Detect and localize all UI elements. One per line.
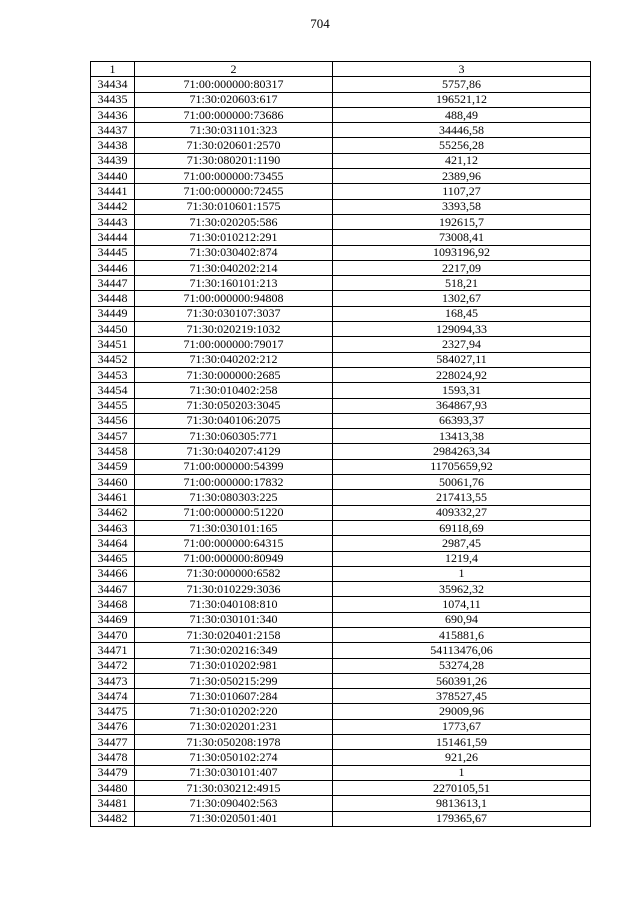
cadastral-number-cell: 71:30:060305:771 bbox=[135, 429, 333, 444]
table-row bbox=[91, 444, 591, 459]
cadastral-number-cell: 71:30:020201:231 bbox=[135, 719, 333, 734]
cadastral-number-cell: 71:30:080201:1190 bbox=[135, 153, 333, 168]
row-number-cell: 34443 bbox=[91, 214, 135, 229]
cadastral-number-cell: 71:30:020401:2158 bbox=[135, 627, 333, 642]
value-cell: 168,45 bbox=[333, 306, 591, 321]
value-cell: 921,26 bbox=[333, 750, 591, 765]
row-number-cell: 34460 bbox=[91, 475, 135, 490]
table-row bbox=[91, 811, 591, 826]
row-number-cell: 34437 bbox=[91, 123, 135, 138]
table-row bbox=[91, 796, 591, 811]
cadastral-number-cell: 71:30:030101:165 bbox=[135, 520, 333, 535]
table-row bbox=[91, 322, 591, 337]
value-cell: 29009,96 bbox=[333, 704, 591, 719]
row-number-cell: 34469 bbox=[91, 612, 135, 627]
row-number-cell: 34475 bbox=[91, 704, 135, 719]
table-row bbox=[91, 398, 591, 413]
table-row bbox=[91, 367, 591, 382]
row-number-cell: 34476 bbox=[91, 719, 135, 734]
row-number-cell: 34452 bbox=[91, 352, 135, 367]
table-row bbox=[91, 612, 591, 627]
table-row bbox=[91, 276, 591, 291]
value-cell: 1093196,92 bbox=[333, 245, 591, 260]
value-cell: 364867,93 bbox=[333, 398, 591, 413]
value-cell: 421,12 bbox=[333, 153, 591, 168]
row-number-cell: 34435 bbox=[91, 92, 135, 107]
cadastral-number-cell: 71:30:040202:214 bbox=[135, 260, 333, 275]
value-cell: 54113476,06 bbox=[333, 643, 591, 658]
table-header-row bbox=[91, 62, 591, 77]
cadastral-number-cell: 71:30:020216:349 bbox=[135, 643, 333, 658]
cadastral-number-cell: 71:00:000000:17832 bbox=[135, 475, 333, 490]
cadastral-number-cell: 71:30:050102:274 bbox=[135, 750, 333, 765]
value-cell: 129094,33 bbox=[333, 322, 591, 337]
value-cell: 69118,69 bbox=[333, 520, 591, 535]
cadastral-number-cell: 71:30:020219:1032 bbox=[135, 322, 333, 337]
value-cell: 415881,6 bbox=[333, 627, 591, 642]
row-number-cell: 34459 bbox=[91, 459, 135, 474]
row-number-cell: 34441 bbox=[91, 184, 135, 199]
table-row bbox=[91, 138, 591, 153]
cadastral-number-cell: 71:30:000000:6582 bbox=[135, 566, 333, 581]
value-cell: 1 bbox=[333, 566, 591, 581]
row-number-cell: 34479 bbox=[91, 765, 135, 780]
table-row bbox=[91, 184, 591, 199]
value-cell: 1593,31 bbox=[333, 383, 591, 398]
cadastral-number-cell: 71:30:010202:981 bbox=[135, 658, 333, 673]
cadastral-number-cell: 71:30:010202:220 bbox=[135, 704, 333, 719]
table-row bbox=[91, 260, 591, 275]
table-row bbox=[91, 505, 591, 520]
row-number-cell: 34464 bbox=[91, 536, 135, 551]
data-table bbox=[90, 61, 591, 827]
value-cell: 2984263,34 bbox=[333, 444, 591, 459]
row-number-cell: 34451 bbox=[91, 337, 135, 352]
row-number-cell: 34450 bbox=[91, 322, 135, 337]
value-cell: 488,49 bbox=[333, 107, 591, 122]
column-header-2: 2 bbox=[135, 62, 333, 77]
cadastral-number-cell: 71:30:040108:810 bbox=[135, 597, 333, 612]
cadastral-number-cell: 71:30:020601:2570 bbox=[135, 138, 333, 153]
table-row bbox=[91, 214, 591, 229]
value-cell: 217413,55 bbox=[333, 490, 591, 505]
cadastral-number-cell: 71:30:010229:3036 bbox=[135, 582, 333, 597]
table-row bbox=[91, 123, 591, 138]
row-number-cell: 34447 bbox=[91, 276, 135, 291]
row-number-cell: 34470 bbox=[91, 627, 135, 642]
value-cell: 11705659,92 bbox=[333, 459, 591, 474]
cadastral-number-cell: 71:30:020501:401 bbox=[135, 811, 333, 826]
value-cell: 34446,58 bbox=[333, 123, 591, 138]
row-number-cell: 34465 bbox=[91, 551, 135, 566]
row-number-cell: 34480 bbox=[91, 780, 135, 795]
table-row bbox=[91, 689, 591, 704]
table-row bbox=[91, 597, 591, 612]
value-cell: 1074,11 bbox=[333, 597, 591, 612]
table-row bbox=[91, 429, 591, 444]
table-row bbox=[91, 520, 591, 535]
column-header-1: 1 bbox=[91, 62, 135, 77]
table-row bbox=[91, 475, 591, 490]
table-row bbox=[91, 337, 591, 352]
cadastral-number-cell: 71:30:030107:3037 bbox=[135, 306, 333, 321]
cadastral-number-cell: 71:00:000000:94808 bbox=[135, 291, 333, 306]
cadastral-number-cell: 71:30:010607:284 bbox=[135, 689, 333, 704]
table-row bbox=[91, 490, 591, 505]
value-cell: 179365,67 bbox=[333, 811, 591, 826]
row-number-cell: 34455 bbox=[91, 398, 135, 413]
table-row bbox=[91, 551, 591, 566]
row-number-cell: 34454 bbox=[91, 383, 135, 398]
table-row bbox=[91, 245, 591, 260]
table-row bbox=[91, 291, 591, 306]
row-number-cell: 34444 bbox=[91, 230, 135, 245]
table-row bbox=[91, 383, 591, 398]
table-row bbox=[91, 459, 591, 474]
row-number-cell: 34434 bbox=[91, 77, 135, 92]
table-row bbox=[91, 582, 591, 597]
value-cell: 9813613,1 bbox=[333, 796, 591, 811]
value-cell: 13413,38 bbox=[333, 429, 591, 444]
value-cell: 53274,28 bbox=[333, 658, 591, 673]
cadastral-number-cell: 71:30:030402:874 bbox=[135, 245, 333, 260]
cadastral-number-cell: 71:00:000000:64315 bbox=[135, 536, 333, 551]
cadastral-number-cell: 71:30:010212:291 bbox=[135, 230, 333, 245]
value-cell: 3393,58 bbox=[333, 199, 591, 214]
table-row bbox=[91, 413, 591, 428]
value-cell: 2327,94 bbox=[333, 337, 591, 352]
value-cell: 2389,96 bbox=[333, 169, 591, 184]
value-cell: 409332,27 bbox=[333, 505, 591, 520]
cadastral-number-cell: 71:30:040207:4129 bbox=[135, 444, 333, 459]
row-number-cell: 34472 bbox=[91, 658, 135, 673]
row-number-cell: 34445 bbox=[91, 245, 135, 260]
cadastral-number-cell: 71:00:000000:54399 bbox=[135, 459, 333, 474]
row-number-cell: 34471 bbox=[91, 643, 135, 658]
cadastral-number-cell: 71:30:050203:3045 bbox=[135, 398, 333, 413]
table-row bbox=[91, 673, 591, 688]
row-number-cell: 34436 bbox=[91, 107, 135, 122]
value-cell: 50061,76 bbox=[333, 475, 591, 490]
value-cell: 1302,67 bbox=[333, 291, 591, 306]
row-number-cell: 34457 bbox=[91, 429, 135, 444]
value-cell: 35962,32 bbox=[333, 582, 591, 597]
value-cell: 690,94 bbox=[333, 612, 591, 627]
value-cell: 196521,12 bbox=[333, 92, 591, 107]
table-body bbox=[91, 77, 591, 827]
value-cell: 1107,27 bbox=[333, 184, 591, 199]
table-row bbox=[91, 750, 591, 765]
cadastral-number-cell: 71:30:160101:213 bbox=[135, 276, 333, 291]
cadastral-number-cell: 71:30:050208:1978 bbox=[135, 735, 333, 750]
row-number-cell: 34478 bbox=[91, 750, 135, 765]
value-cell: 2987,45 bbox=[333, 536, 591, 551]
cadastral-number-cell: 71:30:020603:617 bbox=[135, 92, 333, 107]
table-row bbox=[91, 153, 591, 168]
cadastral-number-cell: 71:00:000000:80949 bbox=[135, 551, 333, 566]
cadastral-number-cell: 71:00:000000:73686 bbox=[135, 107, 333, 122]
cadastral-number-cell: 71:30:030212:4915 bbox=[135, 780, 333, 795]
row-number-cell: 34474 bbox=[91, 689, 135, 704]
table-row bbox=[91, 719, 591, 734]
value-cell: 1 bbox=[333, 765, 591, 780]
value-cell: 73008,41 bbox=[333, 230, 591, 245]
value-cell: 1219,4 bbox=[333, 551, 591, 566]
table-row bbox=[91, 107, 591, 122]
row-number-cell: 34482 bbox=[91, 811, 135, 826]
value-cell: 151461,59 bbox=[333, 735, 591, 750]
row-number-cell: 34481 bbox=[91, 796, 135, 811]
table-row bbox=[91, 566, 591, 581]
cadastral-number-cell: 71:30:080303:225 bbox=[135, 490, 333, 505]
row-number-cell: 34442 bbox=[91, 199, 135, 214]
table-row bbox=[91, 643, 591, 658]
row-number-cell: 34463 bbox=[91, 520, 135, 535]
cadastral-number-cell: 71:30:040106:2075 bbox=[135, 413, 333, 428]
table-row bbox=[91, 735, 591, 750]
row-number-cell: 34462 bbox=[91, 505, 135, 520]
row-number-cell: 34446 bbox=[91, 260, 135, 275]
table-row bbox=[91, 306, 591, 321]
cadastral-number-cell: 71:30:050215:299 bbox=[135, 673, 333, 688]
row-number-cell: 34468 bbox=[91, 597, 135, 612]
row-number-cell: 34466 bbox=[91, 566, 135, 581]
value-cell: 2217,09 bbox=[333, 260, 591, 275]
table-row bbox=[91, 92, 591, 107]
table-row bbox=[91, 77, 591, 92]
cadastral-number-cell: 71:30:010402:258 bbox=[135, 383, 333, 398]
cadastral-number-cell: 71:30:030101:340 bbox=[135, 612, 333, 627]
row-number-cell: 34467 bbox=[91, 582, 135, 597]
row-number-cell: 34439 bbox=[91, 153, 135, 168]
value-cell: 66393,37 bbox=[333, 413, 591, 428]
table-row bbox=[91, 352, 591, 367]
cadastral-number-cell: 71:30:090402:563 bbox=[135, 796, 333, 811]
table-row bbox=[91, 765, 591, 780]
row-number-cell: 34473 bbox=[91, 673, 135, 688]
value-cell: 1773,67 bbox=[333, 719, 591, 734]
table-row bbox=[91, 658, 591, 673]
cadastral-number-cell: 71:30:010601:1575 bbox=[135, 199, 333, 214]
cadastral-number-cell: 71:30:031101:323 bbox=[135, 123, 333, 138]
cadastral-number-cell: 71:30:040202:212 bbox=[135, 352, 333, 367]
row-number-cell: 34448 bbox=[91, 291, 135, 306]
cadastral-number-cell: 71:00:000000:79017 bbox=[135, 337, 333, 352]
value-cell: 378527,45 bbox=[333, 689, 591, 704]
row-number-cell: 34438 bbox=[91, 138, 135, 153]
page-number: 704 bbox=[310, 16, 330, 31]
value-cell: 192615,7 bbox=[333, 214, 591, 229]
value-cell: 518,21 bbox=[333, 276, 591, 291]
value-cell: 5757,86 bbox=[333, 77, 591, 92]
cadastral-number-cell: 71:30:020205:586 bbox=[135, 214, 333, 229]
table-row bbox=[91, 627, 591, 642]
cadastral-number-cell: 71:30:030101:407 bbox=[135, 765, 333, 780]
row-number-cell: 34458 bbox=[91, 444, 135, 459]
value-cell: 584027,11 bbox=[333, 352, 591, 367]
table-row bbox=[91, 536, 591, 551]
row-number-cell: 34461 bbox=[91, 490, 135, 505]
row-number-cell: 34456 bbox=[91, 413, 135, 428]
table-row bbox=[91, 169, 591, 184]
cadastral-number-cell: 71:00:000000:51220 bbox=[135, 505, 333, 520]
row-number-cell: 34440 bbox=[91, 169, 135, 184]
cadastral-number-cell: 71:00:000000:72455 bbox=[135, 184, 333, 199]
value-cell: 55256,28 bbox=[333, 138, 591, 153]
table-row bbox=[91, 780, 591, 795]
row-number-cell: 34449 bbox=[91, 306, 135, 321]
cadastral-number-cell: 71:00:000000:73455 bbox=[135, 169, 333, 184]
row-number-cell: 34453 bbox=[91, 367, 135, 382]
value-cell: 560391,26 bbox=[333, 673, 591, 688]
cadastral-number-cell: 71:00:000000:80317 bbox=[135, 77, 333, 92]
cadastral-number-cell: 71:30:000000:2685 bbox=[135, 367, 333, 382]
value-cell: 2270105,51 bbox=[333, 780, 591, 795]
table-row bbox=[91, 704, 591, 719]
value-cell: 228024,92 bbox=[333, 367, 591, 382]
table-row bbox=[91, 199, 591, 214]
table-row bbox=[91, 230, 591, 245]
column-header-3: 3 bbox=[333, 62, 591, 77]
row-number-cell: 34477 bbox=[91, 735, 135, 750]
